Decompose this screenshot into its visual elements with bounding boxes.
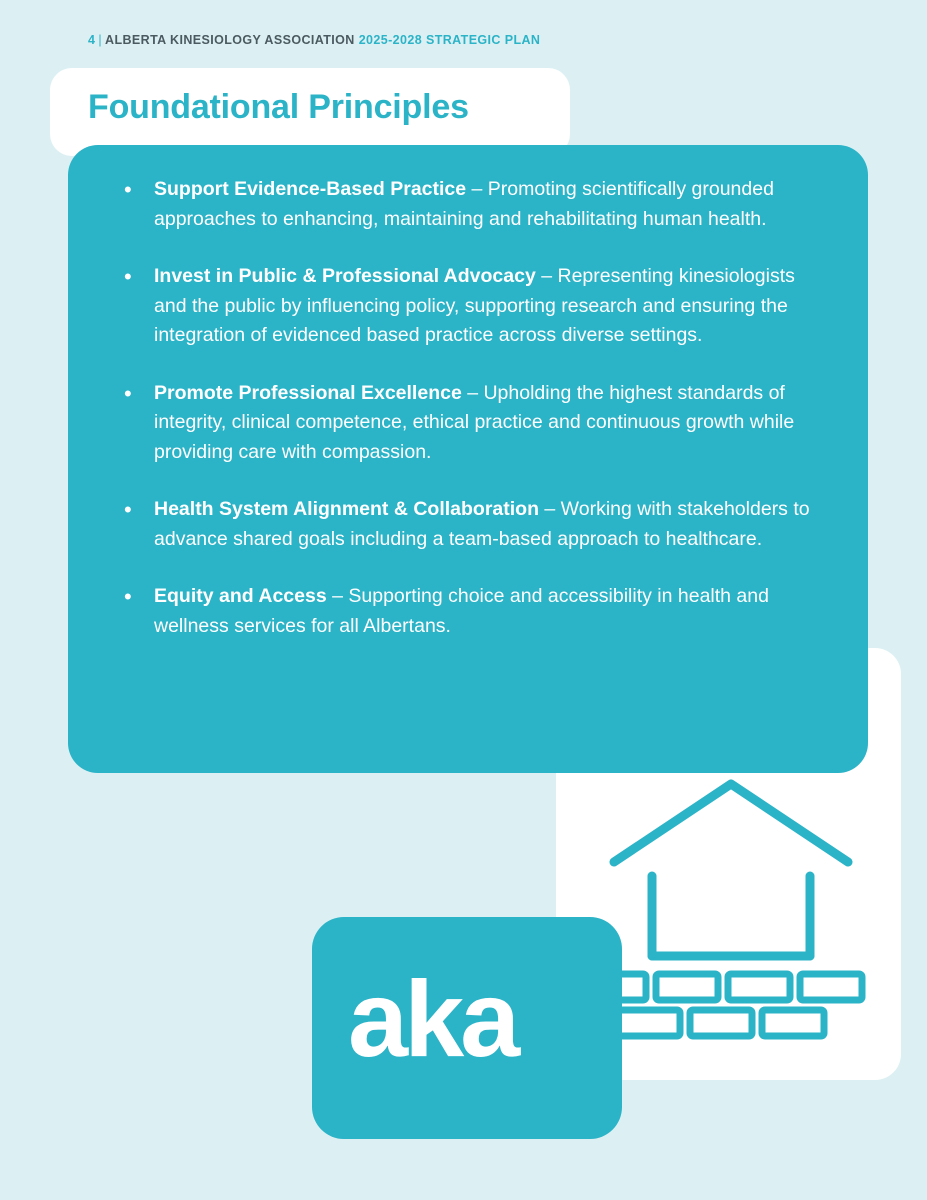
header-separator: | [98,33,103,47]
list-item [124,262,828,351]
bullet-icon: • [124,177,132,202]
principle-description: – Promoting scientifically grounded approaches to enhancing, maintaining and rehabilitating human health. [154,178,774,230]
house-foundation-icon [596,778,866,1058]
bullet-icon: • [124,497,132,522]
bullet-icon: • [124,380,132,406]
list-item [124,175,828,234]
list-item [124,379,828,468]
principle-term: Support Evidence-Based Practice [154,178,467,200]
aka-wordmark: aka [348,958,517,1079]
principle-term: Promote Professional Excellence [154,381,462,404]
page-header [88,33,540,47]
page-number: 4 [88,33,96,47]
principle-term: Invest in Public & Professional Advocacy [154,265,536,287]
principle-description: – Representing kinesiologists and the public by influencing policy, supporting research and ensuring the integration of evidenced based practice across diverse settings. [154,265,795,346]
header-plan: 2025-2028 STRATEGIC PLAN [358,33,541,47]
title-card [50,68,570,156]
bullet-icon: • [124,264,132,289]
principle-description: – Supporting choice and accessibility in health and wellness services for all Albertans. [154,585,769,637]
principles-card [68,145,868,773]
list-item [124,495,828,554]
principles-list [124,175,828,641]
principle-term: Health System Alignment & Collaboration [154,498,539,520]
header-association: ALBERTA KINESIOLOGY ASSOCIATION [105,33,355,47]
list-item [124,582,828,641]
principle-description: – Upholding the highest standards of integrity, clinical competence, ethical practice and continuous growth while providing care with compassion. [154,381,795,463]
page-title: Foundational Principles [88,88,469,126]
bullet-icon: • [124,584,132,609]
aka-logo-tile [312,917,622,1139]
principle-term: Equity and Access [154,585,327,607]
principle-description: – Working with stakeholders to advance shared goals including a team-based approach to healthcare. [154,498,810,550]
